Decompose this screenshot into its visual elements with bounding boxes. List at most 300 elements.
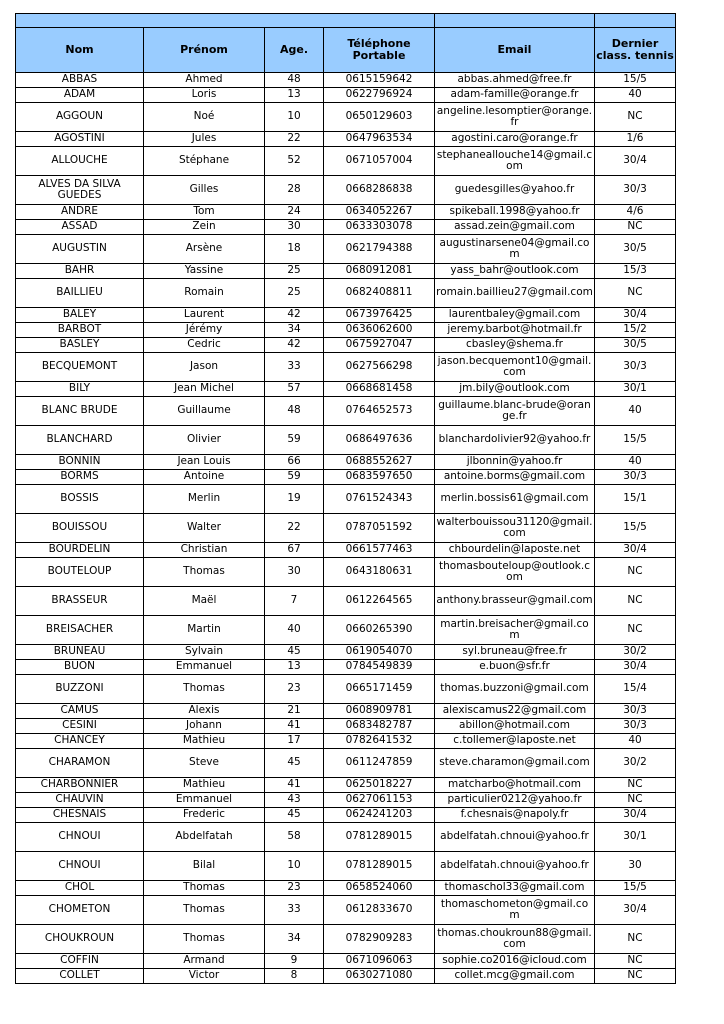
- cell-nom: CHNOUI: [16, 823, 144, 852]
- cell-age: 41: [265, 719, 324, 734]
- table-row: [16, 132, 676, 147]
- cell-telephone: 0668286838: [324, 176, 435, 205]
- cell-classement: 40: [595, 397, 676, 426]
- cell-prenom: Laurent: [144, 308, 265, 323]
- cell-telephone: 0650129603: [324, 103, 435, 132]
- cell-prenom: Walter: [144, 514, 265, 543]
- cell-prenom: Thomas: [144, 881, 265, 896]
- cell-age: 43: [265, 793, 324, 808]
- cell-age: 23: [265, 675, 324, 704]
- cell-age: 21: [265, 704, 324, 719]
- table-row: [16, 793, 676, 808]
- header-classement: Dernier class. tennis: [595, 28, 676, 73]
- cell-telephone: 0647963534: [324, 132, 435, 147]
- cell-age: 66: [265, 455, 324, 470]
- cell-nom: COLLET: [16, 969, 144, 984]
- cell-nom: CHANCEY: [16, 734, 144, 749]
- cell-telephone: 0608909781: [324, 704, 435, 719]
- cell-classement: 15/3: [595, 264, 676, 279]
- cell-classement: 40: [595, 88, 676, 103]
- cell-classement: 30/4: [595, 308, 676, 323]
- cell-telephone: 0784549839: [324, 660, 435, 675]
- cell-prenom: Thomas: [144, 925, 265, 954]
- cell-prenom: Mathieu: [144, 778, 265, 793]
- cell-prenom: Maël: [144, 587, 265, 616]
- cell-classement: 30/4: [595, 147, 676, 176]
- cell-classement: 30/5: [595, 235, 676, 264]
- table-row: [16, 543, 676, 558]
- cell-email: jlbonnin@yahoo.fr: [435, 455, 595, 470]
- cell-telephone: 0781289015: [324, 852, 435, 881]
- cell-telephone: 0683597650: [324, 470, 435, 485]
- cell-age: 23: [265, 881, 324, 896]
- cell-telephone: 0612264565: [324, 587, 435, 616]
- table-row: [16, 734, 676, 749]
- cell-email: spikeball.1998@yahoo.fr: [435, 205, 595, 220]
- cell-email: thomas.choukroun88@gmail.com: [435, 925, 595, 954]
- cell-classement: NC: [595, 778, 676, 793]
- cell-prenom: Jérémy: [144, 323, 265, 338]
- table-row: [16, 852, 676, 881]
- member-sheet: [15, 13, 676, 984]
- table-row: [16, 205, 676, 220]
- cell-classement: NC: [595, 587, 676, 616]
- cell-telephone: 0671057004: [324, 147, 435, 176]
- cell-email: collet.mcg@gmail.com: [435, 969, 595, 984]
- cell-telephone: 0612833670: [324, 896, 435, 925]
- cell-nom: COFFIN: [16, 954, 144, 969]
- cell-classement: NC: [595, 954, 676, 969]
- cell-email: chbourdelin@laposte.net: [435, 543, 595, 558]
- cell-prenom: Victor: [144, 969, 265, 984]
- cell-nom: BLANC BRUDE: [16, 397, 144, 426]
- cell-age: 19: [265, 485, 324, 514]
- band-cell-right: [595, 14, 676, 28]
- cell-nom: BOURDELIN: [16, 543, 144, 558]
- cell-classement: 30: [595, 852, 676, 881]
- cell-email: angeline.lesomptier@orange.fr: [435, 103, 595, 132]
- table-row: [16, 778, 676, 793]
- cell-age: 22: [265, 132, 324, 147]
- cell-nom: AGGOUN: [16, 103, 144, 132]
- cell-nom: BOUTELOUP: [16, 558, 144, 587]
- cell-prenom: Jean Michel: [144, 382, 265, 397]
- cell-email: particulier0212@yahoo.fr: [435, 793, 595, 808]
- cell-classement: 30/3: [595, 470, 676, 485]
- cell-classement: 15/1: [595, 485, 676, 514]
- cell-prenom: Thomas: [144, 558, 265, 587]
- table-row: [16, 103, 676, 132]
- table-row: [16, 176, 676, 205]
- cell-age: 7: [265, 587, 324, 616]
- cell-email: sophie.co2016@icloud.com: [435, 954, 595, 969]
- cell-telephone: 0624241203: [324, 808, 435, 823]
- cell-classement: 30/3: [595, 719, 676, 734]
- cell-age: 45: [265, 808, 324, 823]
- cell-telephone: 0643180631: [324, 558, 435, 587]
- cell-prenom: Zein: [144, 220, 265, 235]
- cell-age: 25: [265, 279, 324, 308]
- cell-prenom: Gilles: [144, 176, 265, 205]
- cell-prenom: Thomas: [144, 896, 265, 925]
- cell-nom: CAMUS: [16, 704, 144, 719]
- cell-prenom: Merlin: [144, 485, 265, 514]
- cell-prenom: Ahmed: [144, 73, 265, 88]
- cell-telephone: 0787051592: [324, 514, 435, 543]
- cell-prenom: Jean Louis: [144, 455, 265, 470]
- cell-telephone: 0636062600: [324, 323, 435, 338]
- cell-email: e.buon@sfr.fr: [435, 660, 595, 675]
- cell-classement: 30/5: [595, 338, 676, 353]
- cell-prenom: Noé: [144, 103, 265, 132]
- cell-email: laurentbaley@gmail.com: [435, 308, 595, 323]
- cell-classement: 4/6: [595, 205, 676, 220]
- cell-age: 42: [265, 338, 324, 353]
- cell-classement: NC: [595, 793, 676, 808]
- cell-age: 40: [265, 616, 324, 645]
- cell-telephone: 0615159642: [324, 73, 435, 88]
- cell-prenom: Steve: [144, 749, 265, 778]
- cell-telephone: 0633303078: [324, 220, 435, 235]
- cell-nom: ALLOUCHE: [16, 147, 144, 176]
- cell-telephone: 0686497636: [324, 426, 435, 455]
- cell-prenom: Emmanuel: [144, 660, 265, 675]
- cell-telephone: 0621794388: [324, 235, 435, 264]
- cell-email: c.tollemer@laposte.net: [435, 734, 595, 749]
- cell-nom: BOUISSOU: [16, 514, 144, 543]
- cell-classement: NC: [595, 969, 676, 984]
- cell-classement: NC: [595, 616, 676, 645]
- cell-nom: BAILLIEU: [16, 279, 144, 308]
- cell-email: romain.baillieu27@gmail.com: [435, 279, 595, 308]
- header-prenom: Prénom: [144, 28, 265, 73]
- cell-prenom: Armand: [144, 954, 265, 969]
- cell-prenom: Jules: [144, 132, 265, 147]
- cell-age: 10: [265, 103, 324, 132]
- cell-age: 28: [265, 176, 324, 205]
- cell-classement: 40: [595, 734, 676, 749]
- table-row: [16, 925, 676, 954]
- cell-prenom: Bilal: [144, 852, 265, 881]
- table-row: [16, 704, 676, 719]
- cell-prenom: Frederic: [144, 808, 265, 823]
- cell-telephone: 0781289015: [324, 823, 435, 852]
- cell-age: 13: [265, 88, 324, 103]
- cell-email: cbasley@shema.fr: [435, 338, 595, 353]
- table-row: [16, 749, 676, 778]
- members-table: [15, 13, 676, 984]
- cell-nom: BILY: [16, 382, 144, 397]
- cell-prenom: Sylvain: [144, 645, 265, 660]
- cell-age: 22: [265, 514, 324, 543]
- cell-age: 17: [265, 734, 324, 749]
- cell-nom: BASLEY: [16, 338, 144, 353]
- cell-prenom: Johann: [144, 719, 265, 734]
- cell-telephone: 0668681458: [324, 382, 435, 397]
- cell-age: 13: [265, 660, 324, 675]
- header-nom: Nom: [16, 28, 144, 73]
- cell-age: 30: [265, 220, 324, 235]
- cell-telephone: 0630271080: [324, 969, 435, 984]
- cell-prenom: Martin: [144, 616, 265, 645]
- table-body: [16, 73, 676, 984]
- cell-nom: ALVES DA SILVA GUEDES: [16, 176, 144, 205]
- cell-prenom: Jason: [144, 353, 265, 382]
- cell-classement: 15/5: [595, 881, 676, 896]
- cell-nom: CHAUVIN: [16, 793, 144, 808]
- cell-email: thomas.buzzoni@gmail.com: [435, 675, 595, 704]
- cell-email: jm.bily@outlook.com: [435, 382, 595, 397]
- table-row: [16, 73, 676, 88]
- cell-nom: CESINI: [16, 719, 144, 734]
- cell-email: adam-famille@orange.fr: [435, 88, 595, 103]
- cell-prenom: Yassine: [144, 264, 265, 279]
- table-row: [16, 220, 676, 235]
- cell-telephone: 0658524060: [324, 881, 435, 896]
- table-row: [16, 514, 676, 543]
- cell-prenom: Stéphane: [144, 147, 265, 176]
- cell-telephone: 0627061153: [324, 793, 435, 808]
- cell-prenom: Loris: [144, 88, 265, 103]
- cell-prenom: Tom: [144, 205, 265, 220]
- cell-email: matcharbo@hotmail.com: [435, 778, 595, 793]
- table-row: [16, 308, 676, 323]
- table-row: [16, 645, 676, 660]
- table-row: [16, 279, 676, 308]
- cell-email: jeremy.barbot@hotmail.fr: [435, 323, 595, 338]
- table-row: [16, 587, 676, 616]
- cell-prenom: Cedric: [144, 338, 265, 353]
- cell-classement: 30/4: [595, 808, 676, 823]
- cell-email: yass_bahr@outlook.com: [435, 264, 595, 279]
- cell-telephone: 0683482787: [324, 719, 435, 734]
- cell-email: syl.bruneau@free.fr: [435, 645, 595, 660]
- cell-age: 8: [265, 969, 324, 984]
- cell-telephone: 0782641532: [324, 734, 435, 749]
- table-row: [16, 235, 676, 264]
- cell-nom: BECQUEMONT: [16, 353, 144, 382]
- cell-nom: ADAM: [16, 88, 144, 103]
- cell-age: 24: [265, 205, 324, 220]
- cell-classement: 30/3: [595, 176, 676, 205]
- cell-classement: NC: [595, 558, 676, 587]
- cell-email: abdelfatah.chnoui@yahoo.fr: [435, 852, 595, 881]
- table-row: [16, 338, 676, 353]
- table-row: [16, 485, 676, 514]
- cell-classement: 1/6: [595, 132, 676, 147]
- cell-nom: BRUNEAU: [16, 645, 144, 660]
- cell-nom: CHESNAIS: [16, 808, 144, 823]
- cell-age: 45: [265, 645, 324, 660]
- header-band: [16, 14, 676, 28]
- cell-telephone: 0619054070: [324, 645, 435, 660]
- cell-classement: 30/4: [595, 660, 676, 675]
- cell-email: guedesgilles@yahoo.fr: [435, 176, 595, 205]
- cell-email: jason.becquemont10@gmail.com: [435, 353, 595, 382]
- cell-nom: AUGUSTIN: [16, 235, 144, 264]
- cell-nom: BUZZONI: [16, 675, 144, 704]
- cell-telephone: 0611247859: [324, 749, 435, 778]
- cell-classement: 30/3: [595, 353, 676, 382]
- table-row: [16, 969, 676, 984]
- cell-age: 58: [265, 823, 324, 852]
- cell-nom: BREISACHER: [16, 616, 144, 645]
- cell-nom: CHNOUI: [16, 852, 144, 881]
- cell-classement: 40: [595, 455, 676, 470]
- table-row: [16, 323, 676, 338]
- cell-classement: 15/4: [595, 675, 676, 704]
- cell-age: 41: [265, 778, 324, 793]
- cell-nom: CHOMETON: [16, 896, 144, 925]
- band-cell-left: [16, 14, 435, 28]
- cell-email: steve.charamon@gmail.com: [435, 749, 595, 778]
- cell-classement: 15/5: [595, 73, 676, 88]
- cell-email: abdelfatah.chnoui@yahoo.fr: [435, 823, 595, 852]
- cell-telephone: 0660265390: [324, 616, 435, 645]
- table-row: [16, 719, 676, 734]
- cell-email: anthony.brasseur@gmail.com: [435, 587, 595, 616]
- table-row: [16, 397, 676, 426]
- cell-nom: BORMS: [16, 470, 144, 485]
- table-row: [16, 896, 676, 925]
- cell-telephone: 0782909283: [324, 925, 435, 954]
- cell-nom: BOSSIS: [16, 485, 144, 514]
- cell-telephone: 0675927047: [324, 338, 435, 353]
- cell-prenom: Thomas: [144, 675, 265, 704]
- cell-classement: 30/2: [595, 645, 676, 660]
- cell-nom: BUON: [16, 660, 144, 675]
- table-row: [16, 675, 676, 704]
- cell-telephone: 0673976425: [324, 308, 435, 323]
- cell-email: stephaneallouche14@gmail.com: [435, 147, 595, 176]
- cell-email: antoine.borms@gmail.com: [435, 470, 595, 485]
- cell-classement: 30/4: [595, 896, 676, 925]
- cell-classement: 30/1: [595, 823, 676, 852]
- cell-email: abbas.ahmed@free.fr: [435, 73, 595, 88]
- cell-prenom: Abdelfatah: [144, 823, 265, 852]
- cell-prenom: Emmanuel: [144, 793, 265, 808]
- cell-telephone: 0622796924: [324, 88, 435, 103]
- cell-prenom: Guillaume: [144, 397, 265, 426]
- cell-email: thomasbouteloup@outlook.com: [435, 558, 595, 587]
- cell-age: 9: [265, 954, 324, 969]
- cell-email: thomaschol33@gmail.com: [435, 881, 595, 896]
- cell-nom: BAHR: [16, 264, 144, 279]
- cell-email: merlin.bossis61@gmail.com: [435, 485, 595, 514]
- cell-prenom: Romain: [144, 279, 265, 308]
- cell-nom: BRASSEUR: [16, 587, 144, 616]
- cell-prenom: Mathieu: [144, 734, 265, 749]
- cell-email: agostini.caro@orange.fr: [435, 132, 595, 147]
- cell-classement: NC: [595, 925, 676, 954]
- cell-email: alexiscamus22@gmail.com: [435, 704, 595, 719]
- cell-classement: 15/5: [595, 426, 676, 455]
- table-row: [16, 823, 676, 852]
- table-row: [16, 382, 676, 397]
- cell-age: 59: [265, 470, 324, 485]
- cell-nom: CHOL: [16, 881, 144, 896]
- cell-classement: 15/5: [595, 514, 676, 543]
- cell-email: martin.breisacher@gmail.com: [435, 616, 595, 645]
- cell-age: 30: [265, 558, 324, 587]
- cell-age: 52: [265, 147, 324, 176]
- header-email: Email: [435, 28, 595, 73]
- cell-age: 45: [265, 749, 324, 778]
- cell-classement: 30/2: [595, 749, 676, 778]
- cell-age: 48: [265, 397, 324, 426]
- cell-classement: NC: [595, 220, 676, 235]
- cell-classement: 30/4: [595, 543, 676, 558]
- band-cell-middle: [435, 14, 595, 28]
- table-row: [16, 455, 676, 470]
- cell-email: assad.zein@gmail.com: [435, 220, 595, 235]
- cell-classement: 15/2: [595, 323, 676, 338]
- cell-nom: BARBOT: [16, 323, 144, 338]
- cell-telephone: 0625018227: [324, 778, 435, 793]
- cell-nom: ANDRE: [16, 205, 144, 220]
- cell-age: 18: [265, 235, 324, 264]
- cell-email: blanchardolivier92@yahoo.fr: [435, 426, 595, 455]
- table-row: [16, 264, 676, 279]
- cell-nom: CHOUKROUN: [16, 925, 144, 954]
- cell-telephone: 0634052267: [324, 205, 435, 220]
- cell-nom: ABBAS: [16, 73, 144, 88]
- table-row: [16, 808, 676, 823]
- cell-email: guillaume.blanc-brude@orange.fr: [435, 397, 595, 426]
- cell-email: f.chesnais@napoly.fr: [435, 808, 595, 823]
- table-row: [16, 954, 676, 969]
- table-row: [16, 426, 676, 455]
- cell-age: 67: [265, 543, 324, 558]
- cell-nom: ASSAD: [16, 220, 144, 235]
- cell-classement: 30/3: [595, 704, 676, 719]
- cell-telephone: 0665171459: [324, 675, 435, 704]
- cell-prenom: Alexis: [144, 704, 265, 719]
- cell-telephone: 0761524343: [324, 485, 435, 514]
- cell-email: walterbouissou31120@gmail.com: [435, 514, 595, 543]
- table-row: [16, 88, 676, 103]
- cell-prenom: Olivier: [144, 426, 265, 455]
- cell-classement: NC: [595, 279, 676, 308]
- header-telephone: Téléphone Portable: [324, 28, 435, 73]
- table-row: [16, 470, 676, 485]
- cell-nom: BONNIN: [16, 455, 144, 470]
- cell-age: 34: [265, 925, 324, 954]
- column-headers: [16, 28, 676, 73]
- cell-prenom: Christian: [144, 543, 265, 558]
- table-row: [16, 147, 676, 176]
- cell-age: 10: [265, 852, 324, 881]
- cell-nom: BLANCHARD: [16, 426, 144, 455]
- table-row: [16, 353, 676, 382]
- cell-telephone: 0764652573: [324, 397, 435, 426]
- cell-telephone: 0682408811: [324, 279, 435, 308]
- cell-email: abillon@hotmail.com: [435, 719, 595, 734]
- cell-age: 25: [265, 264, 324, 279]
- cell-nom: CHARAMON: [16, 749, 144, 778]
- cell-age: 57: [265, 382, 324, 397]
- table-row: [16, 660, 676, 675]
- cell-prenom: Antoine: [144, 470, 265, 485]
- cell-nom: AGOSTINI: [16, 132, 144, 147]
- cell-age: 33: [265, 353, 324, 382]
- cell-telephone: 0680912081: [324, 264, 435, 279]
- table-row: [16, 881, 676, 896]
- table-row: [16, 558, 676, 587]
- cell-age: 42: [265, 308, 324, 323]
- cell-email: augustinarsene04@gmail.com: [435, 235, 595, 264]
- table-row: [16, 616, 676, 645]
